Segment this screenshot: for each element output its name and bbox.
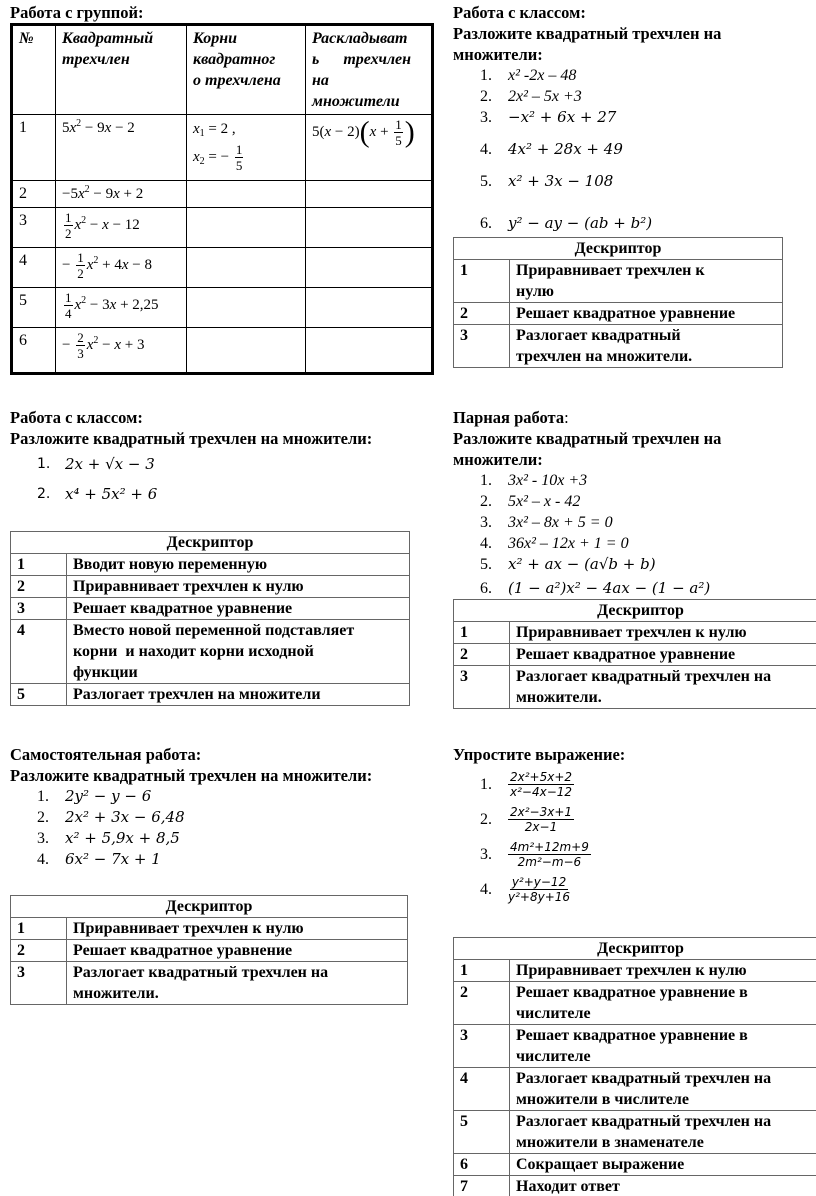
col-header-roots: Корни квадратног о трехчлена xyxy=(187,25,306,115)
list-item: 4. 6x² − 7x + 1 xyxy=(37,850,161,868)
table-row: 2 $-5x^2 - 9x + 2$ xyxy=(12,181,433,208)
list-item: 2. 2x² + 3x − 6,48 xyxy=(37,808,185,826)
table-row: 1 Вводит новую переменную xyxy=(11,554,410,576)
pair-work-descriptor-table: Дескриптор 1 Приравнивает трехчлен к нулю 2 Решает квадратное уравнение 3 Разлогает квадратный трехчлен на множители. xyxy=(453,599,816,709)
list-item: 6. y² − ay − (ab + b²) xyxy=(480,214,653,232)
list-item: 5. x² + ax − (a√b + b) xyxy=(480,555,656,573)
pair-work-task: Разложите квадратный трехчлен на множители: xyxy=(453,429,722,469)
pair-work-title: Парная работа: xyxy=(453,408,569,427)
table-row: 3 Решает квадратное уравнение в числителе xyxy=(454,1025,816,1068)
table-row: 1 Приравнивает трехчлен к нулю xyxy=(454,622,816,644)
class-work-1-title: Работа с классом: xyxy=(453,3,586,22)
list-item: 1. x² -2x – 48 xyxy=(480,67,577,84)
independent-work-title: Самостоятельная работа: xyxy=(10,745,202,764)
fraction: 2x²+5x+2 x²−4x−12 xyxy=(510,770,573,799)
class-work-1-section xyxy=(453,2,793,235)
group-work-title: Работа с группой: xyxy=(10,3,144,22)
list-item: 4. y²+y−12 y²+8y+16 xyxy=(480,875,571,904)
independent-work-list xyxy=(10,786,430,870)
list-item: 4. 4x² + 28x + 49 xyxy=(480,140,623,158)
table-row: 1 Приравнивает трехчлен к нулю xyxy=(11,918,408,940)
list-item: 6. (1 − a²)x² − 4ax − (1 − a²) xyxy=(480,579,711,597)
list-item: 2. 2x²−3x+1 2x−1 xyxy=(480,805,573,834)
table-row: 5 Разлогает квадратный трехчлен на множители в знаменателе xyxy=(454,1111,816,1154)
col-header-factored: Раскладыват ь трехчлен на множители xyxy=(306,25,433,115)
factored-cell: 5(x − 2)(x + $\frac{1}{5}$ ) xyxy=(306,115,433,181)
table-row: 6 Сокращает выражение xyxy=(454,1154,816,1176)
table-row: 1 $5x^2 - 9x - 2$ $x_1 = 2$ , $x_2$ = − $\frac{1}{5}$ 5(x − 2)(x + $\frac{1}{5}$ ) xyxy=(12,115,433,181)
class-work-2-descriptor-wrap xyxy=(10,531,410,706)
list-item: 3. −x² + 6x + 27 xyxy=(480,108,617,126)
list-item: 2. x⁴ + 5x² + 6 xyxy=(37,484,158,503)
simplify-descriptor-table: Дескриптор 1 Приравнивает трехчлен к нулю 2 Решает квадратное уравнение в числителе 3 Решает квадратное уравнение в числителе 4 Разлогает квадратный трехчлен на множители в числителе 5 Разлогает квадратный трехчлен на множители в знаменателе 6 Сокращает выражение 7 Находит ответ xyxy=(453,937,816,1196)
table-row: 1 Приравнивает трехчлен к нулю xyxy=(454,960,816,982)
table-row: 4 Разлогает квадратный трехчлен на множители в числителе xyxy=(454,1068,816,1111)
col-header-trinomial: Квадратный трехчлен xyxy=(56,25,187,115)
class-work-2-task: Разложите квадратный трехчлен на множители: xyxy=(10,429,373,448)
list-item: 3. 4m²+12m+9 2m²−m−6 xyxy=(480,840,589,869)
table-row: 1 Приравнивает трехчлен к нулю xyxy=(454,260,783,303)
list-item: 1. 2x²+5x+2 x²−4x−12 xyxy=(480,770,573,799)
group-work-section xyxy=(10,2,435,375)
pair-work-list xyxy=(453,470,813,600)
table-row: 2 Приравнивает трехчлен к нулю xyxy=(11,576,410,598)
table-row: 5 $\frac{1}{4}$ $x^2 - 3x + 2,25$ xyxy=(12,288,433,328)
trinomial-cell: $5x^2 - 9x - 2$ xyxy=(56,115,187,181)
table-row: 3 Решает квадратное уравнение xyxy=(11,598,410,620)
table-row: 4 Вместо новой переменной подставляет корни и находит корни исходной функции xyxy=(11,620,410,684)
table-row: 3 Разлогает квадратный трехчлен на множители. xyxy=(454,666,816,709)
independent-work-descriptor-table: Дескриптор 1 Приравнивает трехчлен к нулю 2 Решает квадратное уравнение 3 Разлогает квадратный трехчлен на множители. xyxy=(10,895,408,1005)
fraction: y²+y−12 y²+8y+16 xyxy=(508,875,571,904)
list-item: 5. x² + 3x − 108 xyxy=(480,172,614,190)
table-row: 7 Находит ответ xyxy=(454,1176,816,1196)
fraction: 2x²−3x+1 2x−1 xyxy=(510,805,573,834)
list-item: 2. 5x² – x - 42 xyxy=(480,493,581,510)
class-work-1-descriptor-wrap xyxy=(453,237,783,368)
table-row: 2 Решает квадратное уравнение в числителе xyxy=(454,982,816,1025)
class-work-2-list xyxy=(10,449,430,509)
table-row: 5 Разлогает трехчлен на множители xyxy=(11,684,410,706)
list-item: 3. x² + 5,9x + 8,5 xyxy=(37,829,180,847)
table-row: 4 − $\frac{1}{2}$ $x^2 + 4x - 8$ xyxy=(12,248,433,288)
list-item: 3. 3x² – 8x + 5 = 0 xyxy=(480,514,613,531)
list-item: 1. 3x² - 10x +3 xyxy=(480,472,588,489)
list-item: 1. 2y² − y − 6 xyxy=(37,787,152,805)
table-row: 3 Разлогает квадратный трехчлен на множители. xyxy=(454,325,783,368)
independent-work-section xyxy=(10,744,430,870)
table-row: 3 $\frac{1}{2}$ $x^2 - x - 12$ xyxy=(12,208,433,248)
class-work-2-descriptor-table: Дескриптор 1 Вводит новую переменную 2 Приравнивает трехчлен к нулю 3 Решает квадратное уравнение 4 Вместо новой переменной подставляет корни и находит корни исходной функции 5 Разлогает трехчлен на множители xyxy=(10,531,410,706)
independent-work-task: Разложите квадратный трехчлен на множители: xyxy=(10,766,373,785)
fraction: 4m²+12m+9 2m²−m−6 xyxy=(510,840,589,869)
list-item: 4. 36x² – 12x + 1 = 0 xyxy=(480,535,629,552)
roots-cell: $x_1 = 2$ , $x_2$ = − $\frac{1}{5}$ xyxy=(187,115,306,181)
table-row: 2 Решает квадратное уравнение xyxy=(11,940,408,962)
table-row: 2 Решает квадратное уравнение xyxy=(454,303,783,325)
group-work-table xyxy=(10,23,434,375)
simplify-title: Упростите выражение: xyxy=(453,745,626,764)
pair-work-descriptor-wrap xyxy=(453,599,816,709)
class-work-1-task: Разложите квадратный трехчлен на множители: xyxy=(453,24,722,64)
class-work-1-list xyxy=(453,65,793,235)
table-row: 6 − $\frac{2}{3}$ $x^2 - x + 3$ xyxy=(12,328,433,374)
table-row: 2 Решает квадратное уравнение xyxy=(454,644,816,666)
pair-work-section xyxy=(453,407,813,600)
table-row: 3 Разлогает квадратный трехчлен на множители. xyxy=(11,962,408,1005)
simplify-descriptor-wrap xyxy=(453,937,816,1196)
independent-work-descriptor-wrap xyxy=(10,895,408,1005)
list-item: 1. 2x + √x − 3 xyxy=(37,454,155,473)
class-work-2-title: Работа с классом: xyxy=(10,408,143,427)
col-header-number: № xyxy=(12,25,56,115)
class-work-1-descriptor-table: Дескриптор 1 Приравнивает трехчлен к нулю 2 Решает квадратное уравнение 3 Разлогает квадратный трехчлен на множители. xyxy=(453,237,783,368)
list-item: 2. 2x² – 5x +3 xyxy=(480,88,582,105)
class-work-2-section xyxy=(10,407,430,509)
simplify-list xyxy=(453,767,813,907)
simplify-section xyxy=(453,744,813,907)
